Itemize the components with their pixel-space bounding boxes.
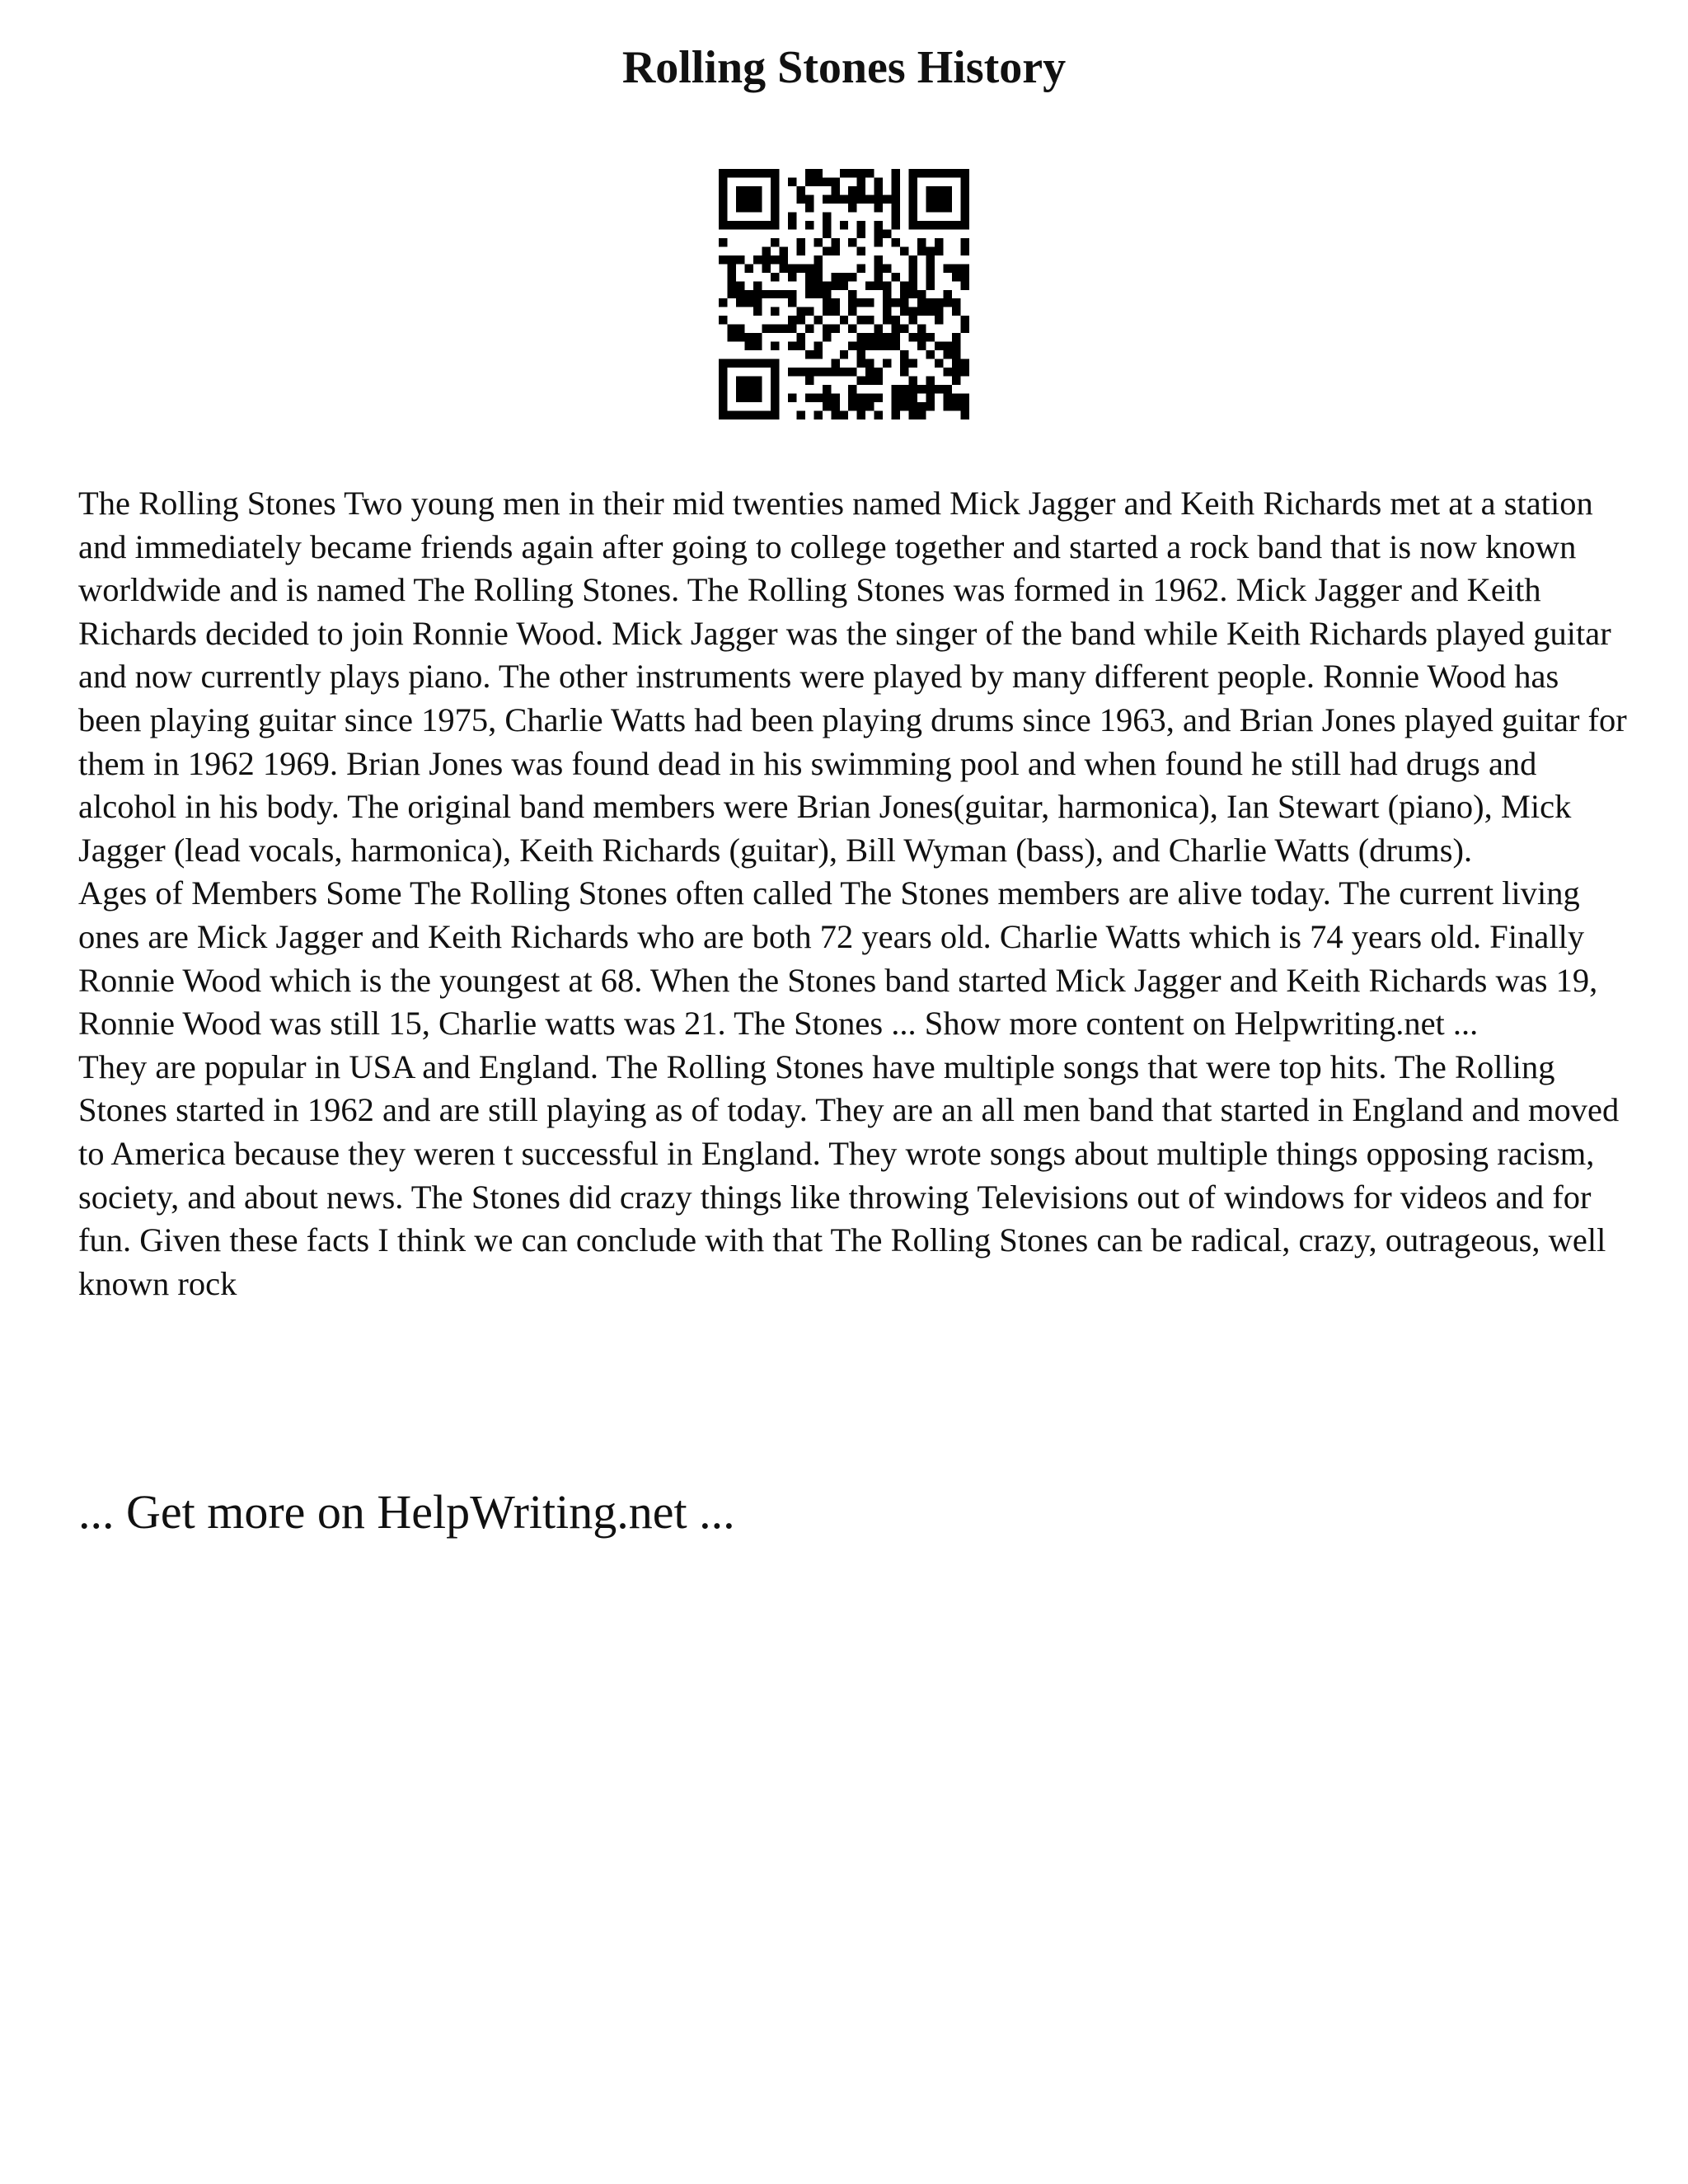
qr-code-icon — [719, 169, 969, 419]
article-body — [78, 482, 1628, 1305]
paragraph-history: The Rolling Stones Two young men in their mid twenties named Mick Jagger and Keith Richards met at a station and immediately became friends again after going to college together and started a rock band that is now known worldwide and is named The Rolling Stones. The Rolling Stones was formed in 1962. Mick Jagger and Keith Richards decided to join Ronnie Wood. Mick Jagger was the singer of the band while Keith Richards played guitar and now currently plays piano. The other instruments were played by many different people. Ronnie Wood has been playing guitar since 1975, Charlie Watts had been playing drums since 1963, and Brian Jones played guitar for them in 1962 1969. Brian Jones was found dead in his swimming pool and when found he still had drugs and alcohol in his body. The original band members were Brian Jones(guitar, harmonica), Ian Stewart (piano), Mick Jagger (lead vocals, harmonica), Keith Richards (guitar), Bill Wyman (bass), and Charlie Watts (drums). — [78, 485, 1627, 869]
paragraph-popularity: They are popular in USA and England. The Rolling Stones have multiple songs that were top hits. The Rolling Stones started in 1962 and are still playing as of today. They are an all men band that started in England and moved to America because they weren t successful in England. They wrote songs about multiple things opposing racism, society, and about news. The Stones did crazy things like throwing Televisions out of windows for videos and for fun. Given these facts I think we can conclude with that The Rolling Stones can be radical, crazy, outrageous, well known rock — [78, 1047, 1620, 1302]
paragraph-ages: Ages of Members Some The Rolling Stones often called The Stones members are alive today. The current living ones are Mick Jagger and Keith Richards who are both 72 years old. Charlie Watts which is 74 years old. Finally Ronnie Wood which is the youngest at 68. When the Stones band started Mick Jagger and Keith Richards was 19, Ronnie Wood was still 15, Charlie watts was 21. The Stones ... Show more content on Helpwriting.net ... — [78, 874, 1598, 1043]
page-title: Rolling Stones History — [621, 42, 1067, 93]
get-more-link[interactable]: ... Get more on HelpWriting.net ... — [78, 1485, 735, 1539]
